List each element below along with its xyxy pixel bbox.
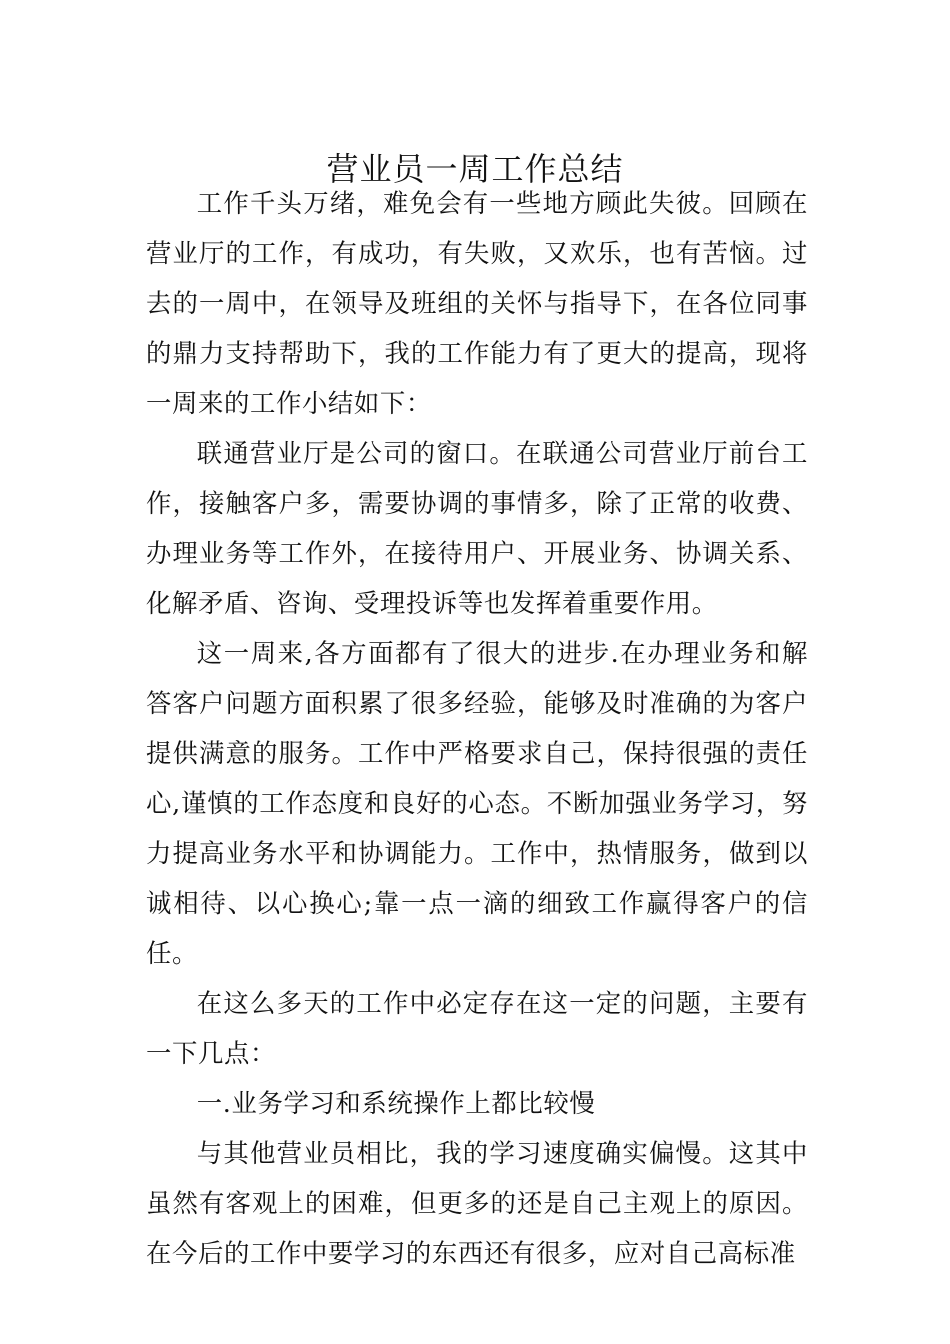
paragraph-business-hall: 联通营业厅是公司的窗口。在联通公司营业厅前台工作，接触客户多，需要协调的事情多，除了正常的收费、办理业务等工作外，在接待用户、开展业务、协调关系、化解矛盾、咨询、受理投诉等也发挥着重要作用。 (146, 438, 808, 618)
paragraph-problems: 在这么多天的工作中必定存在这一定的问题，主要有一下几点： (146, 988, 808, 1068)
document-title: 营业员一周工作总结 (326, 150, 624, 189)
paragraph-intro: 工作千头万绪，难免会有一些地方顾此失彼。回顾在营业厅的工作，有成功，有失败，又欢乐，也有苦恼。过去的一周中，在领导及班组的关怀与指导下，在各位同事的鼎力支持帮助下，我的工作能力有了更大的提高，现将一周来的工作小结如下： (146, 188, 808, 418)
document-body (146, 178, 808, 1278)
section-heading: 一.业务学习和系统操作上都比较慢 (196, 1088, 596, 1118)
paragraph-progress: 这一周来,各方面都有了很大的进步.在办理业务和解答客户问题方面积累了很多经验，能够及时准确的为客户提供满意的服务。工作中严格要求自己，保持很强的责任心,谨慎的工作态度和良好的心态。不断加强业务学习，努力提高业务水平和协调能力。工作中，热情服务，做到以诚相待、以心换心;靠一点一滴的细致工作赢得客户的信任。 (146, 638, 808, 968)
paragraph-learning-speed: 与其他营业员相比，我的学习速度确实偏慢。这其中虽然有客观上的困难，但更多的还是自己主观上的原因。在今后的工作中要学习的东西还有很多，应对自己高标准 (146, 1138, 808, 1268)
